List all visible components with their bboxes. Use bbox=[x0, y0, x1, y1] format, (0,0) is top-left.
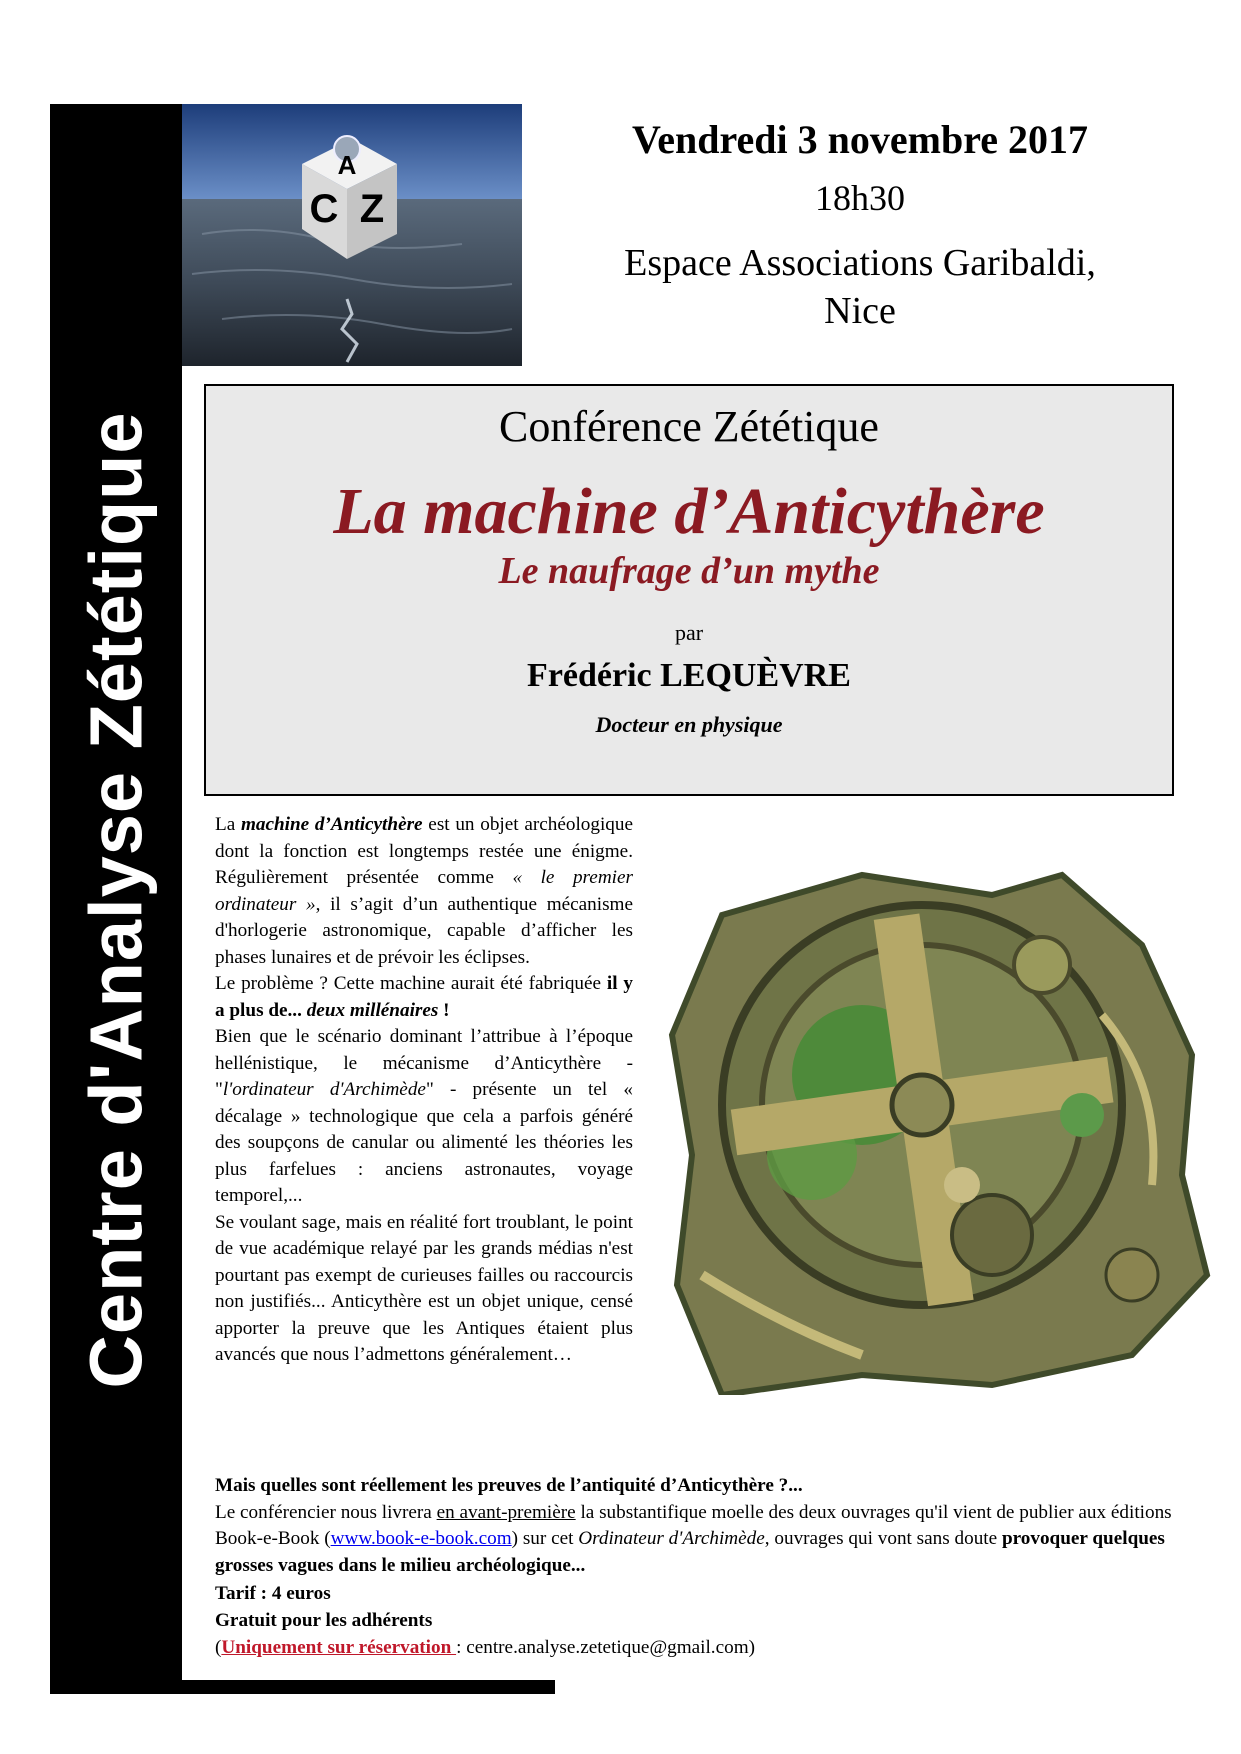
paragraph-problem: Le problème ? Cette machine aurait été fabriquée il y a plus de... deux millénaires ! bbox=[215, 973, 633, 1021]
paragraph-hellenistic: Bien que le scénario dominant l’attribue à l’époque hellénistique, le mécanisme d’Anticythère - "l'ordinateur d'Archimède" - présente un tel « décalage » technologique que cela a parfois généré des soupçons de canular ou alimenté les théories les plus farfelues : anciens astronautes, voyage temporel,... bbox=[215, 1026, 633, 1206]
conference-tagline: Le naufrage d’un mythe bbox=[498, 550, 880, 592]
members-free-line: Gratuit pour les adhérents bbox=[215, 1610, 433, 1631]
reservation-line: (Uniquement sur réservation : centre.analyse.zetetique@gmail.com) bbox=[215, 1637, 756, 1658]
paragraph-intro: La machine d’Anticythère est un objet archéologique dont la fonction est longtemps restée une énigme. Régulièrement présentée comme « le premier ordinateur », il s’agit d’un authentique mécanisme d'horlogerie astronomique, capable d’afficher les phases lunaires et de prévoir les éclipses. bbox=[215, 814, 634, 968]
event-time: 18h30 bbox=[815, 178, 905, 218]
logo-letter-z: Z bbox=[359, 187, 385, 231]
publisher-link[interactable]: www.book-e-book.com bbox=[330, 1528, 512, 1549]
by-label: par bbox=[674, 620, 704, 645]
conference-type: Conférence Zététique bbox=[499, 402, 879, 451]
paragraph-academic: Se voulant sage, mais en réalité fort troublant, le point de vue académique relayé par les grands médias n'est pourtant pas exempt de curieuses failles ou raccourcis non justifiés... Anticythère est un objet unique, censé apporter la preuve que les Antiques étaient plus avancés que nous l’admettons généralement… bbox=[215, 1211, 633, 1365]
sidebar-title: Centre d'Analyse Zététique bbox=[74, 411, 158, 1389]
venue-line-1: Espace Associations Garibaldi, bbox=[624, 242, 1096, 284]
pricing-section bbox=[215, 1580, 1200, 1661]
price-line: Tarif : 4 euros bbox=[215, 1583, 331, 1604]
logo-letter-a: A bbox=[337, 150, 357, 180]
logo-letter-c: C bbox=[309, 187, 339, 231]
teaser-section bbox=[215, 1473, 1200, 1579]
teaser-details: Le conférencier nous livrera en avant-première la substantifique moelle des deux ouvrages qu'il vient de publier aux éditions Book-e-Book (www.book-e-book.com) sur cet Ordinateur d'Archimède, ouvrages qui vont sans doute provoquer quelques grosses vagues dans le milieu archéologique... bbox=[215, 1501, 1172, 1576]
event-date: Vendredi 3 novembre 2017 bbox=[632, 117, 1088, 162]
antikythera-mechanism-icon bbox=[662, 855, 1214, 1395]
conference-box bbox=[204, 384, 1174, 796]
description bbox=[215, 812, 633, 1369]
acz-logo bbox=[182, 104, 522, 366]
contact-email: : centre.analyse.zetetique@gmail.com) bbox=[456, 1637, 756, 1658]
event-header bbox=[540, 115, 1180, 335]
antikythera-image bbox=[662, 855, 1214, 1395]
acz-cube-logo-icon bbox=[182, 104, 522, 366]
teaser-question: Mais quelles sont réellement les preuves de l’antiquité d’Anticythère ?... bbox=[215, 1475, 803, 1496]
conference-title: La machine d’Anticythère bbox=[333, 475, 1045, 548]
bottom-rule bbox=[50, 1680, 555, 1694]
venue-line-2: Nice bbox=[824, 290, 896, 332]
speaker-role: Docteur en physique bbox=[595, 712, 783, 737]
event-venue bbox=[540, 239, 1180, 335]
speaker-name: Frédéric LEQUÈVRE bbox=[527, 657, 851, 694]
reservation-link[interactable]: Uniquement sur réservation bbox=[221, 1637, 457, 1658]
